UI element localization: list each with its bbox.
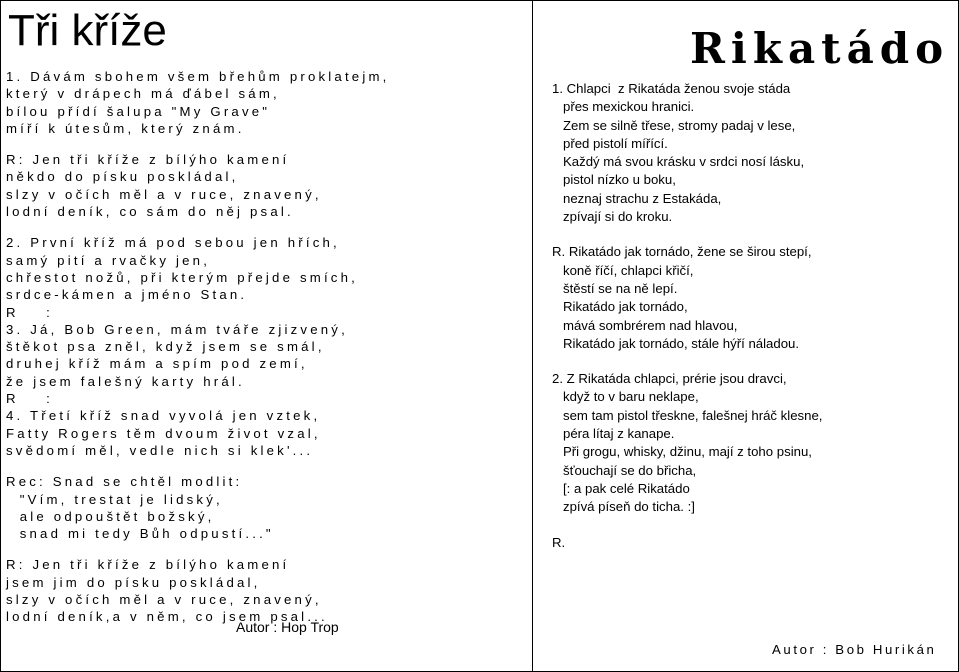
lyric-line: štěstí se na ně lepí. [552,280,678,296]
lyric-line: který v drápech má ďábel sám, [6,86,280,102]
lyric-line: [: a pak celé Rikatádo [552,480,690,496]
lyric-line: někdo do písku poskládal, [6,169,239,185]
stanza-gap [552,226,952,243]
stanza-gap [552,353,952,370]
lyric-line: pistol nízko u boku, [552,172,676,188]
lyric-line: že jsem falešný karty hrál. [6,373,245,389]
lyric-line: "Vím, trestat je lidský, [6,491,223,507]
lyric-line: samý pití a rvačky jen, [6,252,211,268]
lyric-line: R : [6,304,54,320]
right-song-lyrics [552,80,952,552]
lyric-line: R: Jen tři kříže z bílýho kamení [6,152,290,168]
lyric-line: svědomí měl, vedle nich si klek'... [6,442,314,458]
lyric-line: chřestot nožů, při kterým přejde smích, [6,269,359,285]
stanza-gap [6,137,526,151]
lyric-line: srdce-kámen a jméno Stan. [6,287,248,303]
lyric-line: koně říčí, chlapci křičí, [552,262,694,278]
stanza-gap [6,542,526,556]
lyric-line: druhej kříž mám a spím pod zemí, [6,356,308,372]
lyric-line: bílou přídí šalupa "My Grave" [6,103,271,119]
lyric-line: Rec: Snad se chtěl modlit: [6,474,243,490]
lyric-line: Při grogu, whisky, džinu, mají z toho psinu, [552,444,812,460]
lyric-line: ale odpouštět božský, [6,508,215,524]
lyric-line: když to v baru neklape, [552,389,699,405]
lyric-line: Fatty Rogers těm dvoum život vzal, [6,425,321,441]
lyric-line: štěkot psa zněl, když jsem se smál, [6,339,325,355]
lyric-line: Zem se silně třese, stromy padaj v lese, [552,117,796,133]
right-song-title: Rikatádo [690,24,950,73]
lyric-line: zpívá píseň do ticha. :] [552,499,695,515]
lyric-line: sem tam pistol třeskne, falešnej hráč klesne, [552,407,823,423]
column-divider [532,0,533,672]
lyric-line: 1. Dávám sbohem všem břehům proklatejm, [6,69,390,84]
lyric-line: slzy v očích měl a v ruce, znavený, [6,592,322,608]
lyric-line: zpívají si do kroku. [552,209,673,225]
left-song-lyrics [6,68,526,626]
left-song-author: Autor : Hop Trop [236,619,339,635]
lyric-line: 2. Z Rikatáda chlapci, prérie jsou dravci, [552,371,787,387]
lyric-line: péra lítaj z kanape. [552,426,675,442]
lyric-line: 2. První kříž má pod sebou jen hřích, [6,235,340,251]
stanza-gap [552,517,952,534]
lyric-line: 4. Třetí kříž snad vyvolá jen vztek, [6,408,321,424]
lyric-line: lodní deník,a v něm, co jsem psal... [6,609,328,625]
lyric-line: neznaj strachu z Estakáda, [552,190,722,206]
lyric-line: 1. Chlapci z Rikatáda ženou svoje stáda [552,81,791,96]
lyric-line: Rikatádo jak tornádo, stále hýří náladou. [552,335,800,351]
left-song-title: Tři kříže [8,6,167,55]
lyric-line: šťouchají se do břicha, [552,462,697,478]
lyric-line: 3. Já, Bob Green, mám tváře zjizvený, [6,321,348,337]
lyric-line: R. Rikatádo jak tornádo, žene se širou stepí, [552,244,812,260]
lyric-line: R. [552,534,566,550]
lyric-line: slzy v očích měl a v ruce, znavený, [6,186,322,202]
lyric-line: před pistolí mířící. [552,135,668,151]
lyric-line: Rikatádo jak tornádo, [552,299,688,315]
lyric-line: jsem jim do písku poskládal, [6,574,261,590]
lyric-line: míří k útesům, který znám. [6,120,245,136]
lyric-line: lodní deník, co sám do něj psal. [6,204,294,220]
lyric-line: mává sombrérem nad hlavou, [552,317,738,333]
stanza-gap [6,220,526,234]
lyric-line: R : [6,391,54,407]
stanza-gap [6,459,526,473]
right-song-author: Autor : Bob Hurikán [772,642,937,657]
lyric-line: snad mi tedy Bůh odpustí..." [6,526,274,542]
lyric-line: přes mexickou hranici. [552,99,695,115]
lyric-line: R: Jen tři kříže z bílýho kamení [6,557,290,573]
lyric-line: Každý má svou krásku v srdci nosí lásku, [552,154,805,170]
